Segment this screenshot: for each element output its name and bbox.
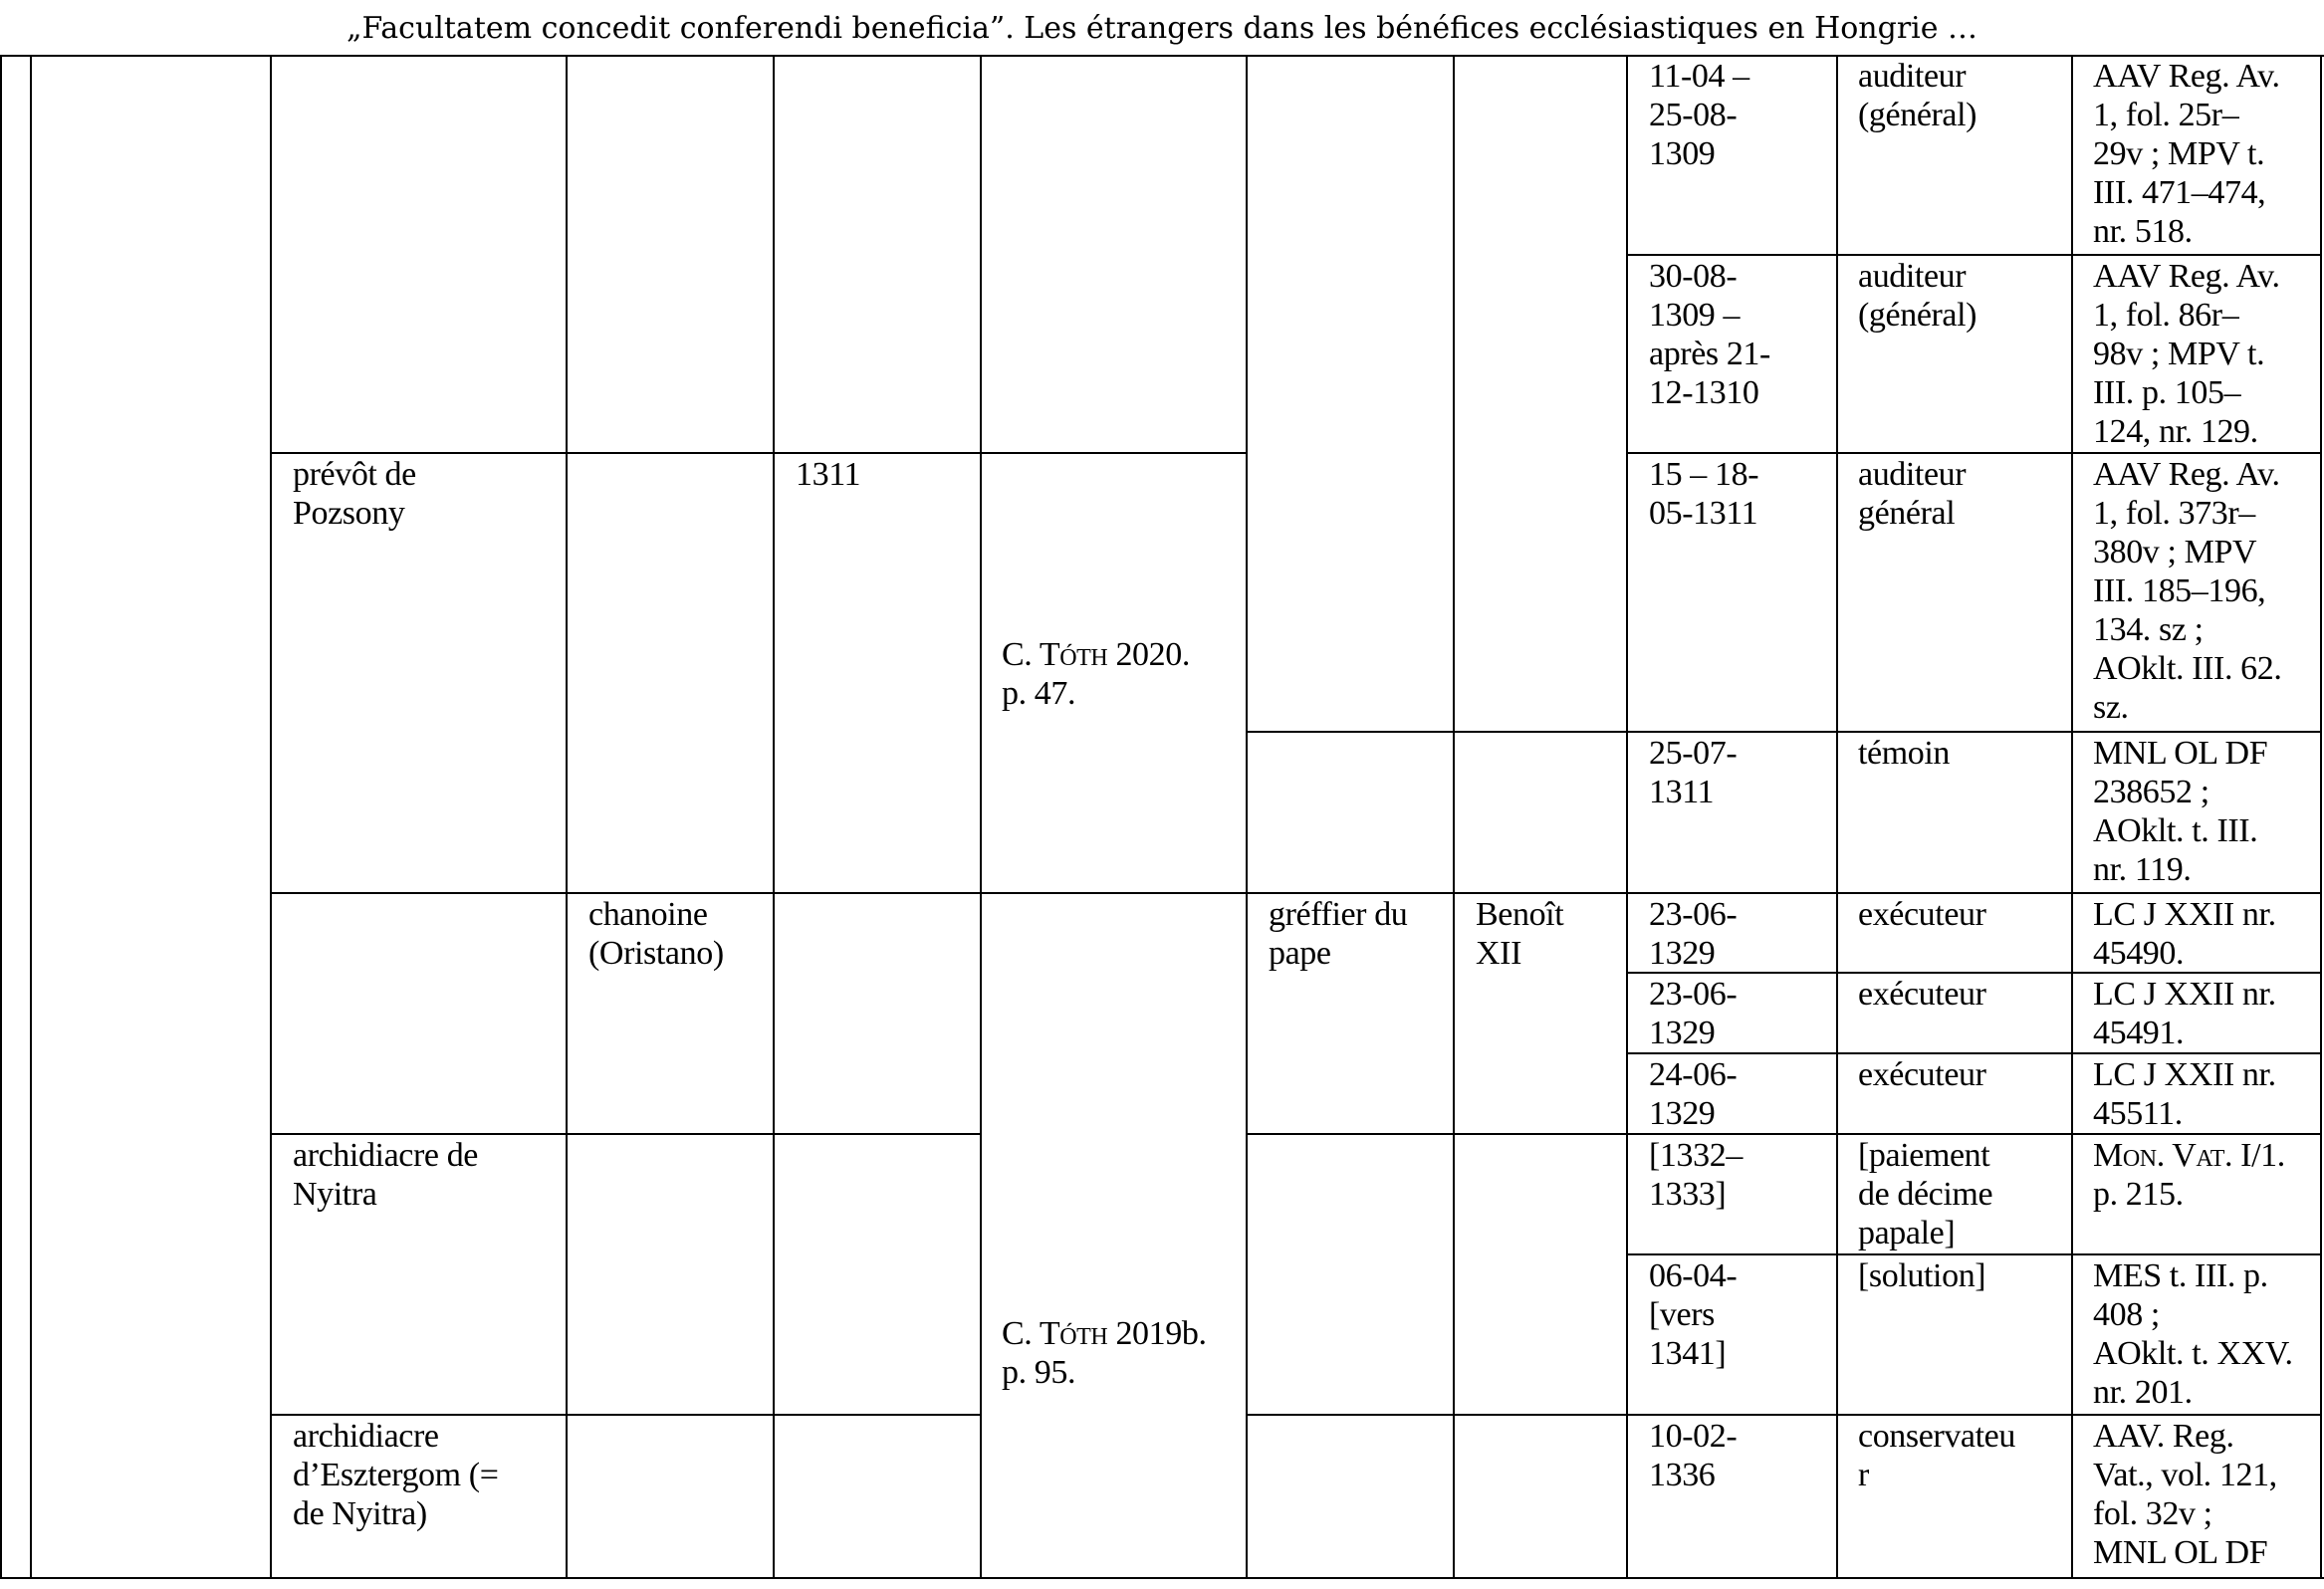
- row-divider: [270, 452, 1246, 454]
- column-divider: [773, 55, 775, 1579]
- benefice-cell: chanoine (Oristano): [588, 896, 724, 972]
- benefice-cell: prévôt de Pozsony: [293, 456, 416, 532]
- reference-author: C. Tóth: [1002, 636, 1108, 673]
- source-cell: AAV Reg. Av. 1, fol. 86r– 98v ; MPV t. III. p. 105– 124, nr. 129.: [2093, 258, 2280, 450]
- row-divider: [270, 1414, 980, 1416]
- benefice-cell: archidiacre de Nyitra: [293, 1137, 478, 1213]
- source-cell: [2093, 1136, 2285, 1214]
- role-cell: auditeur (général): [1858, 58, 1977, 133]
- date-cell: 11-04 – 25-08- 1309: [1649, 58, 1749, 172]
- role-cell: auditeur (général): [1858, 258, 1977, 334]
- role-cell: [paiement de décime papale]: [1858, 1137, 1993, 1251]
- date-cell: 10-02- 1336: [1649, 1418, 1738, 1493]
- year-cell: 1311: [796, 456, 861, 493]
- reference-author: C. Tóth: [1002, 1315, 1108, 1352]
- source-cell: LC J XXII nr. 45511.: [2093, 1056, 2276, 1132]
- date-cell: 23-06- 1329: [1649, 896, 1738, 972]
- reference-detail: 2019b. p. 95.: [1002, 1315, 1207, 1391]
- role-cell: auditeur général: [1858, 456, 1967, 532]
- role-cell: [solution]: [1858, 1257, 1986, 1294]
- date-cell: 30-08- 1309 – après 21- 12-1310: [1649, 258, 1770, 411]
- source-abbrev: Mon. Vat.: [2093, 1137, 2233, 1174]
- column-divider: [980, 55, 982, 1579]
- row-divider: [1246, 1414, 2322, 1416]
- column-divider: [2320, 55, 2322, 1579]
- source-cell: AAV Reg. Av. 1, fol. 373r– 380v ; MPV III. 185–196, 134. sz ; AOklt. III. 62. sz.: [2093, 456, 2282, 726]
- column-divider: [1836, 55, 1838, 1579]
- row-divider: [270, 892, 2322, 894]
- date-cell: 25-07- 1311: [1649, 735, 1738, 810]
- row-divider: [1246, 731, 2322, 733]
- column-divider: [2071, 55, 2073, 1579]
- column-divider: [0, 55, 2, 1579]
- source-cell: LC J XXII nr. 45491.: [2093, 976, 2276, 1051]
- role-cell: témoin: [1858, 735, 1951, 772]
- role-cell: exécuteur: [1858, 976, 1986, 1013]
- row-divider: [1246, 1133, 2322, 1135]
- role-cell: exécuteur: [1858, 1056, 1986, 1093]
- office-cell: gréffier du pape: [1269, 896, 1408, 972]
- column-divider: [30, 55, 32, 1579]
- column-divider: [1246, 55, 1248, 1579]
- role-cell: exécuteur: [1858, 896, 1986, 933]
- date-cell: 15 – 18- 05-1311: [1649, 456, 1759, 532]
- row-divider: [270, 1133, 980, 1135]
- benefice-cell: archidiacre d’Esztergom (= de Nyitra): [293, 1418, 499, 1532]
- source-cell: MES t. III. p. 408 ; AOklt. t. XXV. nr. 201.: [2093, 1257, 2293, 1411]
- source-detail: I/1. p. 215.: [2093, 1137, 2285, 1213]
- row-divider: [1626, 1253, 2322, 1255]
- date-cell: 23-06- 1329: [1649, 976, 1738, 1051]
- source-cell: MNL OL DF 238652 ; AOklt. t. III. nr. 119.: [2093, 735, 2268, 888]
- reference-cell: [1002, 1314, 1207, 1392]
- pope-cell: Benoît XII: [1476, 896, 1564, 972]
- row-divider: [1626, 1052, 2322, 1054]
- source-cell: AAV. Reg. Vat., vol. 121, fol. 32v ; MNL OL DF: [2093, 1418, 2277, 1571]
- row-divider: [1626, 254, 2322, 256]
- reference-detail: 2020. p. 47.: [1002, 636, 1190, 712]
- role-cell: conservateu r: [1858, 1418, 2015, 1493]
- column-divider: [1453, 55, 1455, 1579]
- date-cell: 24-06- 1329: [1649, 1056, 1738, 1132]
- running-title: „Facultatem concedit conferendi beneficia”. Les étrangers dans les bénéfices ecclésiastiques en Hongrie …: [346, 11, 1978, 46]
- column-divider: [1626, 55, 1628, 1579]
- row-divider: [1626, 452, 2322, 454]
- source-cell: AAV Reg. Av. 1, fol. 25r– 29v ; MPV t. III. 471–474, nr. 518.: [2093, 58, 2280, 250]
- date-cell: [1332– 1333]: [1649, 1137, 1743, 1213]
- date-cell: 06-04- [vers 1341]: [1649, 1257, 1738, 1372]
- table-bottom-border: [0, 1577, 2324, 1579]
- reference-cell: [1002, 635, 1190, 713]
- column-divider: [566, 55, 568, 1579]
- source-cell: LC J XXII nr. 45490.: [2093, 896, 2276, 972]
- column-divider: [270, 55, 272, 1579]
